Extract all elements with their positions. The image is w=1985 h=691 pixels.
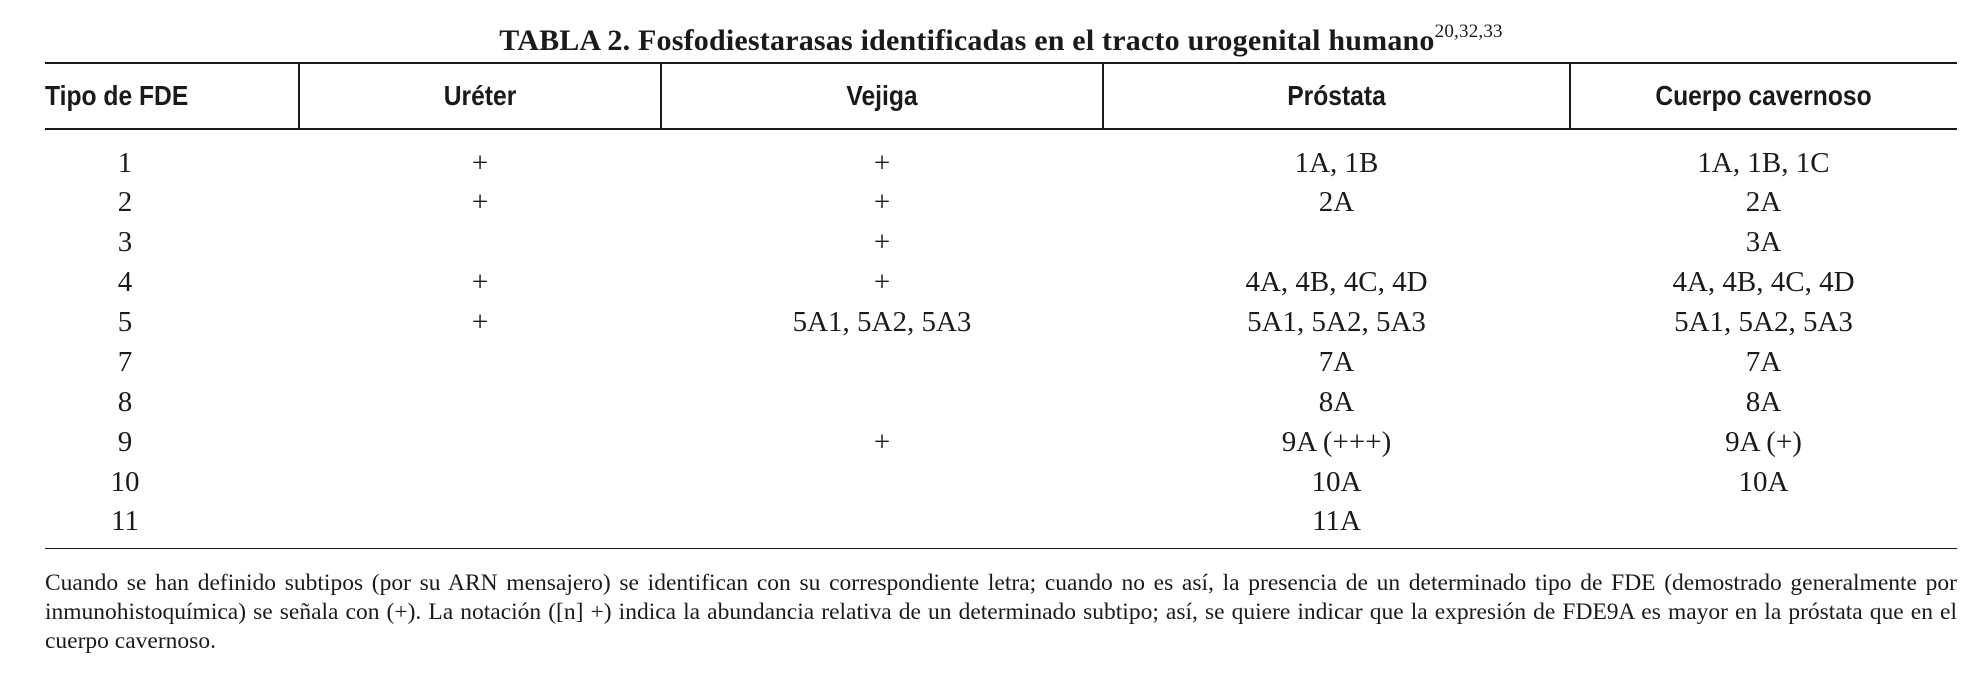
- table-cell: 8A: [1745, 386, 1782, 418]
- pde-type-cell: [45, 182, 299, 222]
- table-row: [45, 502, 1957, 549]
- table-cell: [1570, 502, 1957, 549]
- column-header: Próstata: [1131, 63, 1542, 129]
- column-header: Uréter: [321, 63, 640, 129]
- table-row: [45, 182, 1957, 222]
- pde-type-cell: [45, 422, 299, 462]
- table-cell: +: [471, 266, 489, 298]
- table-row: [45, 129, 1957, 182]
- table-cell: 9A (+): [1725, 426, 1802, 458]
- table-cell: [661, 342, 1103, 382]
- column-header: Cuerpo cavernoso: [1593, 63, 1934, 129]
- pde-type-cell: [45, 502, 299, 549]
- table-header-row: [45, 63, 1957, 129]
- column-header: Tipo de FDE: [45, 63, 269, 129]
- table-cell: [299, 502, 661, 549]
- table-body: [45, 129, 1957, 549]
- title-references: 20,32,33: [1434, 21, 1503, 42]
- pde-type-cell: [45, 462, 299, 502]
- table-row: [45, 342, 1957, 382]
- pde-type-number: 10: [110, 466, 140, 498]
- document-page: [45, 22, 1957, 656]
- table-cell: [299, 222, 661, 262]
- pde-type-number: 5: [117, 306, 133, 338]
- table-cell: 5A1, 5A2, 5A3: [1247, 306, 1426, 338]
- column-header: Vejiga: [688, 63, 1077, 129]
- table-cell: 9A (+++): [1281, 426, 1392, 458]
- pde-type-cell: [45, 302, 299, 342]
- pde-type-number: 1: [117, 147, 133, 179]
- table-row: [45, 422, 1957, 462]
- table-cell: +: [873, 266, 891, 298]
- column-divider: [1569, 62, 1571, 128]
- pde-type-number: 8: [117, 386, 133, 418]
- table-cell: 7A: [1318, 346, 1355, 378]
- table-cell: [299, 422, 661, 462]
- column-divider: [1102, 62, 1104, 128]
- pde-type-number: 11: [111, 505, 139, 537]
- table-cell: 5A1, 5A2, 5A3: [792, 306, 972, 338]
- table-cell: +: [873, 147, 891, 179]
- table-cell: [661, 462, 1103, 502]
- pde-table: [45, 62, 1957, 549]
- table-cell: +: [873, 426, 891, 458]
- table-cell: 4A, 4B, 4C, 4D: [1672, 266, 1855, 298]
- pde-type-cell: [45, 342, 299, 382]
- table-row: [45, 302, 1957, 342]
- table-cell: +: [873, 226, 891, 258]
- table-cell: 1A, 1B, 1C: [1697, 147, 1830, 179]
- pde-type-cell: [45, 129, 299, 182]
- table-cell: 10A: [1738, 466, 1789, 498]
- table-cell: 8A: [1318, 386, 1355, 418]
- table-row: [45, 462, 1957, 502]
- table-title: [45, 22, 1957, 62]
- table-cell: 3A: [1745, 226, 1782, 258]
- table-cell: 11A: [1103, 502, 1570, 549]
- pde-type-cell: [45, 222, 299, 262]
- pde-type-number: 2: [117, 186, 133, 218]
- pde-type-number: 7: [117, 346, 133, 378]
- column-divider: [660, 62, 662, 128]
- table-cell: [661, 382, 1103, 422]
- table-cell: 2A: [1745, 186, 1782, 218]
- table-title-text: TABLA 2. Fosfodiestarasas identificadas en el tracto urogenital humano: [499, 24, 1435, 57]
- pde-type-number: 3: [117, 226, 133, 258]
- table-cell: 1A, 1B: [1294, 147, 1379, 179]
- pde-type-number: 9: [117, 426, 133, 458]
- table-cell: 4A, 4B, 4C, 4D: [1245, 266, 1428, 298]
- table-row: [45, 262, 1957, 302]
- pde-type-cell: [45, 382, 299, 422]
- pde-type-number: 4: [117, 266, 133, 298]
- table-cell: +: [873, 186, 891, 218]
- table-cell: 10A: [1311, 466, 1362, 498]
- table-cell: [299, 382, 661, 422]
- table-cell: 7A: [1745, 346, 1782, 378]
- column-divider: [298, 62, 300, 128]
- table-cell: +: [471, 147, 489, 179]
- table-container: [45, 62, 1957, 549]
- table-cell: +: [471, 306, 489, 338]
- table-footnote: Cuando se han definido subtipos (por su ARN mensajero) se identifican con su correspondiente letra; cuando no es así, la presencia de un determinado tipo de FDE (demostrado generalmente por inmunohistoquímica) se señala con (+). La notación ([n] +) indica la abundancia relativa de un determinado subtipo; así, se quiere indicar que la expresión de FDE9A es mayor en la próstata que en el cuerpo cavernoso.: [45, 570, 1957, 654]
- pde-type-cell: [45, 262, 299, 302]
- table-row: [45, 382, 1957, 422]
- table-cell: [299, 342, 661, 382]
- table-cell: [661, 502, 1103, 549]
- table-row: [45, 222, 1957, 262]
- table-cell: 2A: [1318, 186, 1355, 218]
- table-cell: +: [471, 186, 489, 218]
- table-cell: [299, 462, 661, 502]
- table-cell: 5A1, 5A2, 5A3: [1674, 306, 1853, 338]
- table-cell: [1103, 222, 1570, 262]
